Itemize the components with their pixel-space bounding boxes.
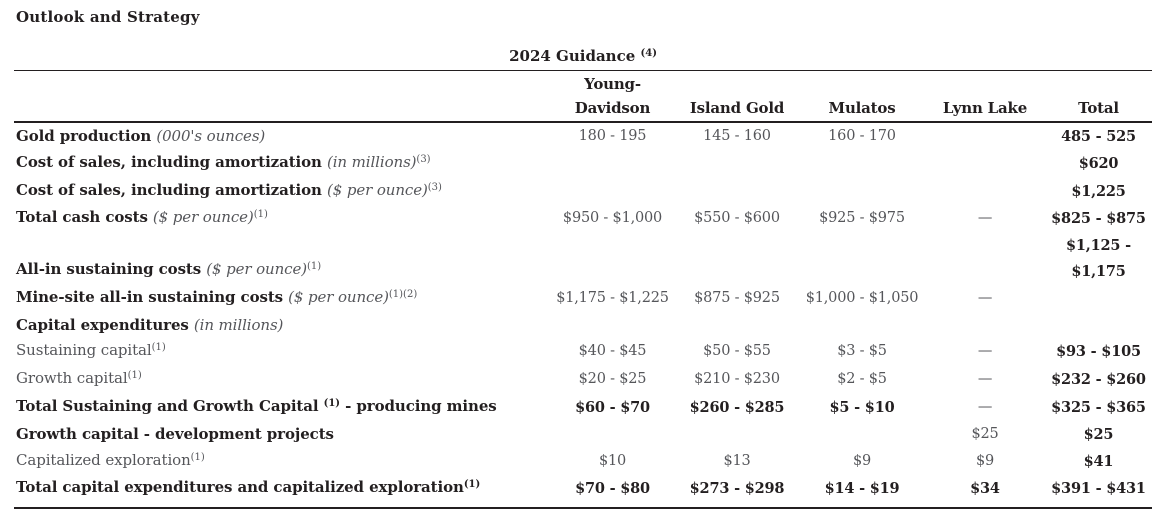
value-cell-sustaining-capital-lynn-lake: — <box>977 343 993 360</box>
table-row-total-cash-costs <box>14 205 1152 233</box>
table-row-total-capex-capitalized-exploration <box>14 475 1152 503</box>
value-cell-gold-production-mulatos: 160 - 170 <box>828 128 896 144</box>
value-cell-total-sustaining-growth-capital-island-gold: $260 - $285 <box>689 398 785 416</box>
row-label-cost-of-sales-per-ounce <box>14 178 550 206</box>
table-row-capitalized-exploration <box>14 448 1152 476</box>
table-row-sustaining-capital <box>14 338 1152 366</box>
value-cell-growth-capital-total: $232 - $260 <box>1051 371 1146 389</box>
column-header-line: Davidson <box>574 99 651 117</box>
table-body <box>14 123 1152 509</box>
value-cell-cost-of-sales-per-ounce-total: $1,225 <box>1071 182 1126 200</box>
table-row-growth-capital <box>14 366 1152 394</box>
footnote-marker: (1) <box>127 370 142 382</box>
table-row-gold-production <box>14 124 1152 150</box>
column-header-island-gold <box>675 96 799 120</box>
column-header-mulatos <box>799 96 925 120</box>
footnote-marker: (1) <box>323 397 341 409</box>
value-cell-capitalized-exploration-island-gold: $13 <box>723 452 751 469</box>
label-text: Total cash costs <box>16 208 153 227</box>
value-cell-mine-site-aisc-young-davidson: $1,175 - $1,225 <box>556 289 669 306</box>
label-text: Mine-site all-in sustaining costs <box>16 287 289 306</box>
value-cell-capitalized-exploration-lynn-lake: $9 <box>975 452 995 469</box>
label-text: Sustaining capital <box>16 341 152 360</box>
column-header-line: Island Gold <box>689 99 785 117</box>
row-label-sustaining-capital <box>14 338 550 366</box>
label-text: Capital expenditures <box>16 315 194 334</box>
label-text: (in millions) <box>326 152 417 171</box>
value-cell-total-capex-capitalized-exploration-total: $391 - $431 <box>1051 480 1146 498</box>
value-cell-growth-capital-mulatos: $2 - $5 <box>837 371 887 388</box>
table-row-total-sustaining-growth-capital <box>14 394 1152 422</box>
row-label-capitalized-exploration <box>14 448 550 476</box>
value-cell-all-in-sustaining-costs-total <box>1045 233 1152 285</box>
row-label-growth-capital <box>14 366 550 394</box>
value-cell-mine-site-aisc-mulatos: $1,000 - $1,050 <box>805 289 919 306</box>
footnote-marker: (1) <box>151 342 166 354</box>
row-label-growth-capital-development <box>14 422 550 448</box>
label-text: (in millions) <box>193 315 284 334</box>
column-header-row <box>14 71 1152 123</box>
value-cell-total-cash-costs-island-gold: $550 - $600 <box>694 210 780 227</box>
column-header-line: Lynn Lake <box>942 99 1028 117</box>
value-cell-total-capex-capitalized-exploration-lynn-lake: $34 <box>970 480 1000 498</box>
value-cell-sustaining-capital-total: $93 - $105 <box>1056 343 1141 361</box>
row-label-mine-site-aisc <box>14 285 550 313</box>
footnote-marker: (1) <box>463 479 481 491</box>
value-cell-total-capex-capitalized-exploration-young-davidson: $70 - $80 <box>575 480 650 498</box>
value-cell-total-capex-capitalized-exploration-mulatos: $14 - $19 <box>824 480 900 498</box>
table-row-capital-expenditures-header <box>14 313 1152 339</box>
page-title: Outlook and Strategy <box>16 8 200 26</box>
value-cell-mine-site-aisc-lynn-lake: — <box>977 289 993 306</box>
value-cell-sustaining-capital-young-davidson: $40 - $45 <box>578 343 647 360</box>
label-text: Total Sustaining and Growth Capital <box>16 396 324 415</box>
table-row-all-in-sustaining-costs <box>14 233 1152 285</box>
guidance-footnote: (4) <box>640 48 657 59</box>
label-text: ($ per ounce) <box>152 208 254 227</box>
value-line: $1,125 - <box>1066 237 1131 255</box>
label-text: (000's ounces) <box>156 127 266 145</box>
value-cell-capitalized-exploration-total: $41 <box>1083 452 1114 470</box>
value-cell-gold-production-young-davidson: 180 - 195 <box>578 128 647 144</box>
guidance-title: 2024 Guidance <box>509 47 636 65</box>
value-cell-mine-site-aisc-island-gold: $875 - $925 <box>694 289 780 306</box>
value-cell-cost-of-sales-millions-total: $620 <box>1078 154 1119 172</box>
label-text: Cost of sales, including amortization <box>16 152 327 171</box>
value-cell-total-sustaining-growth-capital-young-davidson: $60 - $70 <box>575 398 650 416</box>
footnote-marker: (1) <box>307 260 322 272</box>
column-header-lynn-lake <box>925 96 1045 120</box>
table-row-cost-of-sales-per-ounce <box>14 178 1152 206</box>
value-line: $1,175 <box>1071 262 1126 280</box>
column-header-total <box>1045 96 1152 120</box>
value-cell-growth-capital-development-total: $25 <box>1083 425 1114 443</box>
footnote-marker: (3) <box>416 153 431 165</box>
table-row-growth-capital-development <box>14 422 1152 448</box>
label-text: Growth capital - development projects <box>16 424 334 443</box>
value-cell-sustaining-capital-mulatos: $3 - $5 <box>837 343 887 360</box>
column-header-line: Total <box>1078 99 1119 117</box>
value-cell-capitalized-exploration-young-davidson: $10 <box>598 452 627 469</box>
value-cell-capitalized-exploration-mulatos: $9 <box>852 452 872 469</box>
value-cell-growth-capital-lynn-lake: — <box>977 371 993 388</box>
label-text: Capitalized exploration <box>16 450 191 469</box>
value-cell-growth-capital-young-davidson: $20 - $25 <box>578 371 647 388</box>
row-label-gold-production <box>14 124 550 150</box>
table-row-mine-site-aisc <box>14 285 1152 313</box>
label-text: Cost of sales, including amortization <box>16 180 327 199</box>
label-text: - producing mines <box>340 396 497 415</box>
table-caption <box>14 47 1152 71</box>
label-text: ($ per ounce) <box>326 180 428 199</box>
value-cell-growth-capital-island-gold: $210 - $230 <box>694 371 780 388</box>
label-text: Growth capital <box>16 369 128 388</box>
label-text: ($ per ounce) <box>206 259 307 278</box>
value-cell-total-sustaining-growth-capital-total: $325 - $365 <box>1051 398 1146 416</box>
footnote-marker: (1) <box>190 451 205 463</box>
label-text: All-in sustaining costs <box>16 259 207 278</box>
footnote-marker: (1)(2) <box>388 288 418 300</box>
label-text: Total capital expenditures and capitalized exploration <box>16 478 464 497</box>
footnote-marker: (3) <box>427 181 442 193</box>
report-page <box>0 8 1162 509</box>
label-text: ($ per ounce) <box>288 287 389 306</box>
value-cell-total-cash-costs-lynn-lake: — <box>977 210 993 227</box>
row-label-capital-expenditures-header <box>14 313 550 339</box>
row-label-cost-of-sales-millions <box>14 150 550 178</box>
value-cell-total-sustaining-growth-capital-lynn-lake: — <box>977 398 993 415</box>
row-label-total-cash-costs <box>14 205 550 233</box>
value-cell-total-cash-costs-mulatos: $925 - $975 <box>819 210 905 227</box>
value-cell-gold-production-island-gold: 145 - 160 <box>703 128 771 144</box>
value-cell-total-cash-costs-total: $825 - $875 <box>1051 210 1146 228</box>
value-cell-total-cash-costs-young-davidson: $950 - $1,000 <box>562 210 663 227</box>
row-label-all-in-sustaining-costs <box>14 257 550 285</box>
guidance-table <box>14 47 1152 509</box>
value-cell-sustaining-capital-island-gold: $50 - $55 <box>703 343 771 360</box>
value-cell-growth-capital-development-lynn-lake: $25 <box>971 425 999 442</box>
table-row-cost-of-sales-millions <box>14 150 1152 178</box>
column-header-young-davidson <box>550 72 675 120</box>
row-label-total-capex-capitalized-exploration <box>14 475 550 503</box>
row-label-total-sustaining-growth-capital <box>14 394 550 422</box>
column-header-line: Mulatos <box>828 99 896 117</box>
value-cell-gold-production-total: 485 - 525 <box>1061 128 1136 145</box>
value-cell-total-sustaining-growth-capital-mulatos: $5 - $10 <box>829 398 895 416</box>
value-cell-total-capex-capitalized-exploration-island-gold: $273 - $298 <box>689 480 785 498</box>
footnote-marker: (1) <box>253 209 268 221</box>
label-text: Gold production <box>16 127 157 145</box>
column-header-line: Young- <box>584 75 641 93</box>
